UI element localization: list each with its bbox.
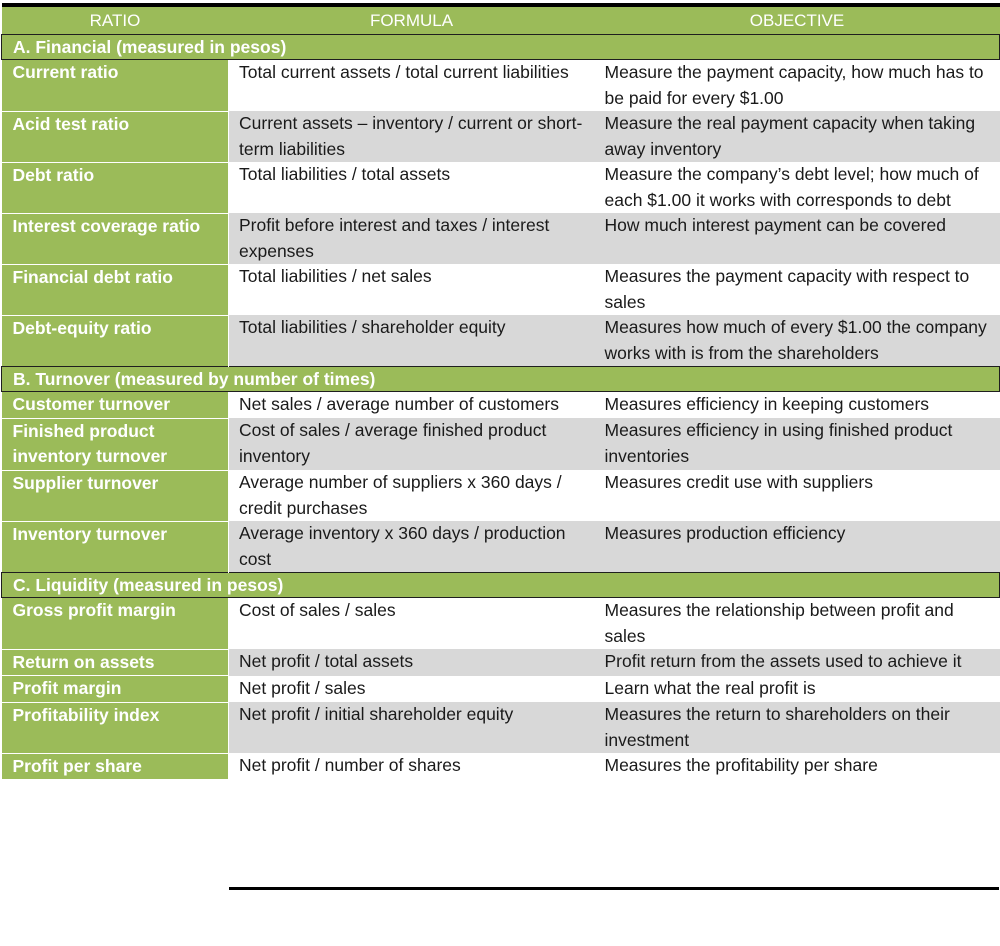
objective-cell: Measures the payment capacity with respect to sales — [604, 266, 970, 312]
formula-cell: Total liabilities / net sales — [239, 266, 432, 286]
table-row — [2, 60, 1000, 112]
formula-cell: Average inventory x 360 days / production cost — [229, 521, 595, 573]
ratio-name: Current ratio — [2, 60, 229, 112]
section-header-liquidity — [2, 573, 1000, 598]
section-title: C. Liquidity (measured in pesos) — [2, 573, 1000, 598]
header-formula: FORMULA — [229, 5, 595, 35]
objective-cell: Measures the return to shareholders on their investment — [595, 702, 1000, 753]
formula-cell: Total current assets / total current liabilities — [239, 62, 569, 82]
ratio-name: Acid test ratio — [2, 111, 229, 162]
formula-cell: Cost of sales / sales — [239, 600, 396, 620]
formula-cell: Cost of sales / average finished product inventory — [229, 418, 595, 470]
table-row — [2, 753, 1000, 779]
table-row — [2, 315, 1000, 367]
table-row — [2, 162, 1000, 213]
table-row — [2, 521, 1000, 573]
table-row — [2, 111, 1000, 162]
formula-cell: Total liabilities / shareholder equity — [229, 315, 595, 367]
ratio-name: Profitability index — [2, 702, 229, 753]
ratio-name: Return on assets — [2, 649, 229, 676]
formula-cell: Net profit / initial shareholder equity — [229, 702, 595, 753]
objective-cell: Measures the profitability per share — [604, 755, 878, 775]
ratio-name: Debt-equity ratio — [2, 315, 229, 367]
formula-cell: Total liabilities / total assets — [239, 164, 451, 184]
table-row — [2, 418, 1000, 470]
section-title: B. Turnover (measured by number of times) — [2, 367, 1000, 392]
section-header-financial — [2, 35, 1000, 60]
ratio-name: Profit per share — [2, 753, 229, 779]
table-row — [2, 702, 1000, 753]
objective-cell: Measures efficiency in using finished product inventories — [595, 418, 1000, 470]
objective-cell: Measure the real payment capacity when taking away inventory — [595, 111, 1000, 162]
ratio-name: Gross profit margin — [2, 598, 229, 650]
table-row — [2, 470, 1000, 521]
ratio-name: Supplier turnover — [2, 470, 229, 521]
formula-cell: Profit before interest and taxes / interest expenses — [229, 213, 595, 264]
table-row — [2, 213, 1000, 264]
ratio-name: Inventory turnover — [2, 521, 229, 573]
objective-cell: Measures how much of every $1.00 the company works with is from the shareholders — [595, 315, 1000, 367]
ratio-name: Interest coverage ratio — [2, 213, 229, 264]
objective-cell: Measures production efficiency — [595, 521, 1000, 573]
objective-cell: Measures the relationship between profit and sales — [604, 600, 954, 646]
objective-cell: Measures efficiency in keeping customers — [604, 394, 930, 414]
formula-cell: Net profit / number of shares — [239, 755, 461, 775]
objective-cell: Learn what the real profit is — [604, 677, 816, 698]
formula-cell: Net profit / total assets — [229, 649, 595, 676]
objective-cell: How much interest payment can be covered — [595, 213, 1000, 264]
ratio-name: Profit margin — [2, 676, 229, 703]
objective-cell: Profit return from the assets used to achieve it — [595, 649, 1000, 676]
table-row — [2, 676, 1000, 703]
table-row — [2, 264, 1000, 315]
header-row — [2, 5, 1000, 35]
section-title: A. Financial (measured in pesos) — [2, 35, 1000, 60]
ratios-table — [1, 3, 1000, 779]
ratio-name: Debt ratio — [2, 162, 229, 213]
objective-cell: Measure the company’s debt level; how much of each $1.00 it works with corresponds to debt — [604, 164, 979, 210]
objective-cell: Measures credit use with suppliers — [604, 472, 873, 492]
ratios-table-container — [1, 3, 999, 779]
ratio-name: Financial debt ratio — [2, 264, 229, 315]
section-header-turnover — [2, 367, 1000, 392]
formula-cell: Net profit / sales — [239, 677, 366, 698]
formula-cell: Net sales / average number of customers — [239, 394, 560, 414]
formula-cell: Average number of suppliers x 360 days / credit purchases — [239, 472, 562, 518]
table-bottom-rule — [229, 887, 999, 890]
objective-cell: Measure the payment capacity, how much has to be paid for every $1.00 — [604, 62, 984, 108]
header-ratio: RATIO — [2, 5, 229, 35]
formula-cell: Current assets – inventory / current or short-term liabilities — [229, 111, 595, 162]
ratio-name: Finished product inventory turnover — [2, 418, 229, 470]
table-row — [2, 392, 1000, 419]
ratio-name: Customer turnover — [2, 392, 229, 419]
table-row — [2, 598, 1000, 650]
header-objective: OBJECTIVE — [595, 5, 1000, 35]
table-row — [2, 649, 1000, 676]
